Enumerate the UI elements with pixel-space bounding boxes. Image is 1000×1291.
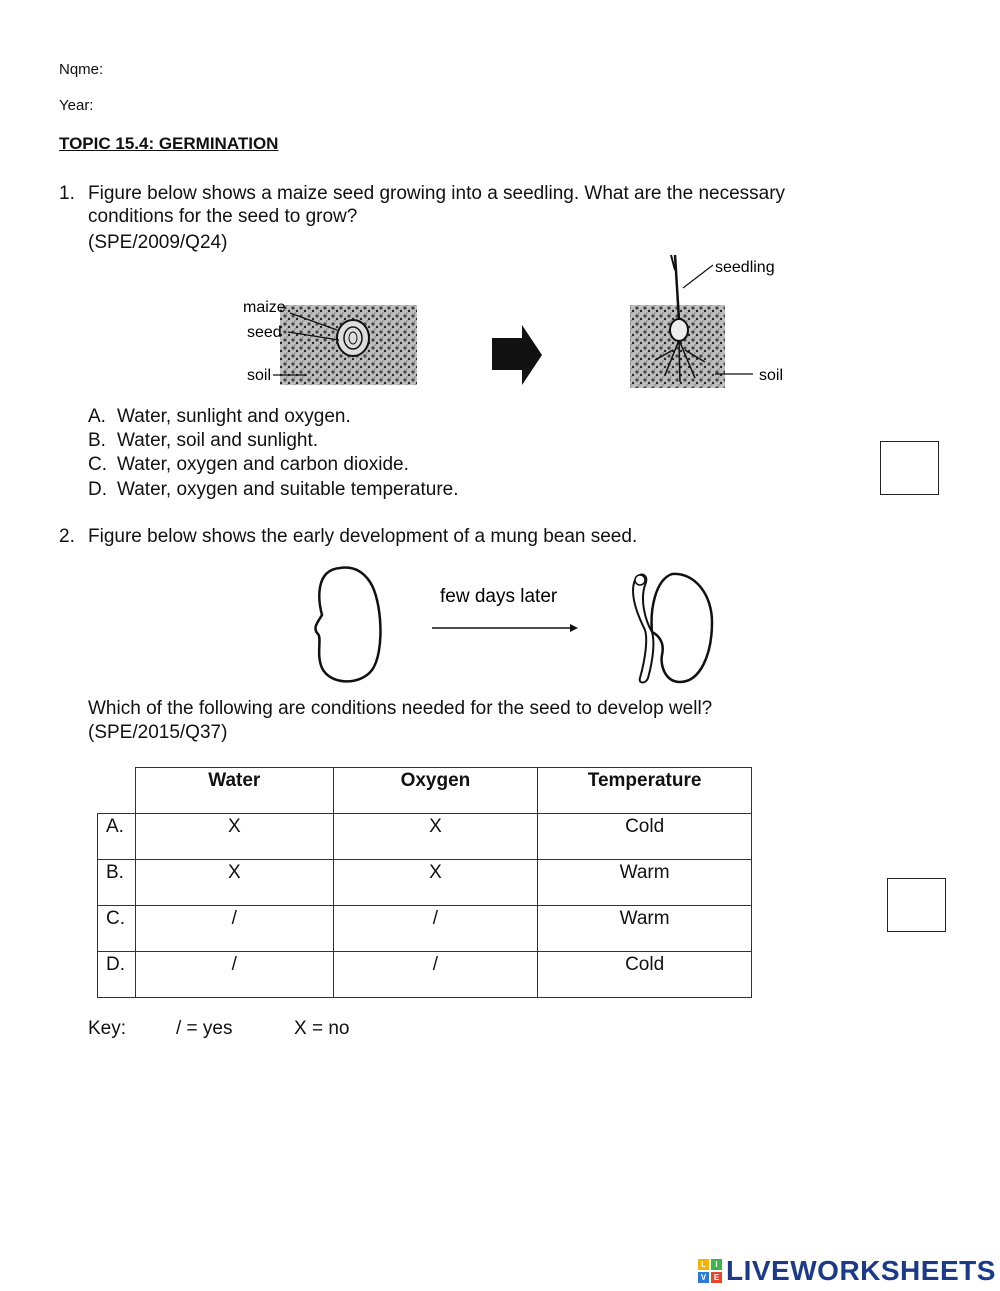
q2-answer-box[interactable] <box>887 878 946 932</box>
q2-line1: Figure below shows the early development of a mung bean seed. <box>88 526 638 547</box>
q1-line1: Figure below shows a maize seed growing into a seedling. What are the necessary <box>88 183 786 204</box>
conditions-table <box>97 767 752 998</box>
logo-square: I <box>711 1259 722 1270</box>
label-soil-right: soil <box>759 367 784 384</box>
option-letter: D. <box>88 479 107 500</box>
q1-option-d <box>88 478 459 501</box>
q1-option-b <box>88 429 319 452</box>
q1-option-a <box>88 405 351 428</box>
option-text: Water, oxygen and carbon dioxide. <box>117 454 409 475</box>
key-yes: / = yes <box>176 1018 233 1039</box>
option-letter: B. <box>88 430 106 451</box>
cell-oxygen: X <box>333 860 538 906</box>
cell-temperature: Cold <box>538 814 752 860</box>
cell-water: / <box>135 952 333 998</box>
logo-square: L <box>698 1259 709 1270</box>
option-text: Water, sunlight and oxygen. <box>117 406 351 427</box>
cell-oxygen: / <box>333 906 538 952</box>
option-letter: C. <box>88 454 107 475</box>
cell-temperature: Warm <box>538 906 752 952</box>
row-letter: A. <box>98 814 136 860</box>
bean-seed-left <box>315 568 380 682</box>
year-label: Year: <box>59 97 94 114</box>
key-no: X = no <box>294 1018 350 1039</box>
q2-question-line1: Which of the following are conditions needed for the seed to develop well? <box>88 698 713 719</box>
topic-title: TOPIC 15.4: GERMINATION <box>59 134 279 153</box>
q2-number: 2. <box>59 526 75 547</box>
option-text: Water, soil and sunlight. <box>117 430 319 451</box>
cell-water: / <box>135 906 333 952</box>
q1-answer-box[interactable] <box>880 441 939 495</box>
option-letter: A. <box>88 406 106 427</box>
figure-caption: few days later <box>440 586 558 607</box>
q1-source: (SPE/2009/Q24) <box>88 232 228 253</box>
table-row <box>98 860 752 906</box>
q2-question-line2: (SPE/2015/Q37) <box>88 722 228 743</box>
radicle-shape <box>633 575 653 683</box>
header-oxygen: Oxygen <box>333 768 538 814</box>
mung-bean-figure <box>300 560 730 690</box>
label-seedling: seedling <box>715 259 775 276</box>
label-maize: maize <box>243 299 286 316</box>
arrow-icon <box>492 325 542 385</box>
q1-number: 1. <box>59 183 75 204</box>
maize-figure-svg <box>235 250 805 395</box>
table-corner <box>98 768 136 814</box>
name-label: Nqme: <box>59 61 104 78</box>
table-row <box>98 906 752 952</box>
logo-square: E <box>711 1272 722 1283</box>
cell-water: X <box>135 814 333 860</box>
maize-seed-shape <box>337 320 369 356</box>
table-row <box>98 952 752 998</box>
bean-seed-right <box>652 574 712 682</box>
mung-bean-svg <box>300 560 730 690</box>
arrow-head-icon <box>570 624 578 632</box>
table-row <box>98 814 752 860</box>
cell-water: X <box>135 860 333 906</box>
cell-temperature: Warm <box>538 860 752 906</box>
table-header-row <box>98 768 752 814</box>
q1-line2: conditions for the seed to grow? <box>88 206 358 227</box>
brand-name: LIVEWORKSHEETS <box>726 1255 996 1286</box>
q1-option-c <box>88 453 409 476</box>
liveworksheets-logo <box>698 1256 996 1286</box>
cell-oxygen: / <box>333 952 538 998</box>
soil-block-right <box>630 305 725 388</box>
label-soil-left: soil <box>247 367 272 384</box>
logo-square: V <box>698 1272 709 1283</box>
maize-germination-figure <box>235 250 805 395</box>
row-letter: C. <box>98 906 136 952</box>
label-seed: seed <box>247 324 282 341</box>
row-letter: B. <box>98 860 136 906</box>
header-temperature: Temperature <box>538 768 752 814</box>
cell-temperature: Cold <box>538 952 752 998</box>
logo-mark-icon <box>698 1259 722 1283</box>
cell-oxygen: X <box>333 814 538 860</box>
option-text: Water, oxygen and suitable temperature. <box>117 479 459 500</box>
row-letter: D. <box>98 952 136 998</box>
header-water: Water <box>135 768 333 814</box>
key-label: Key: <box>88 1018 127 1039</box>
